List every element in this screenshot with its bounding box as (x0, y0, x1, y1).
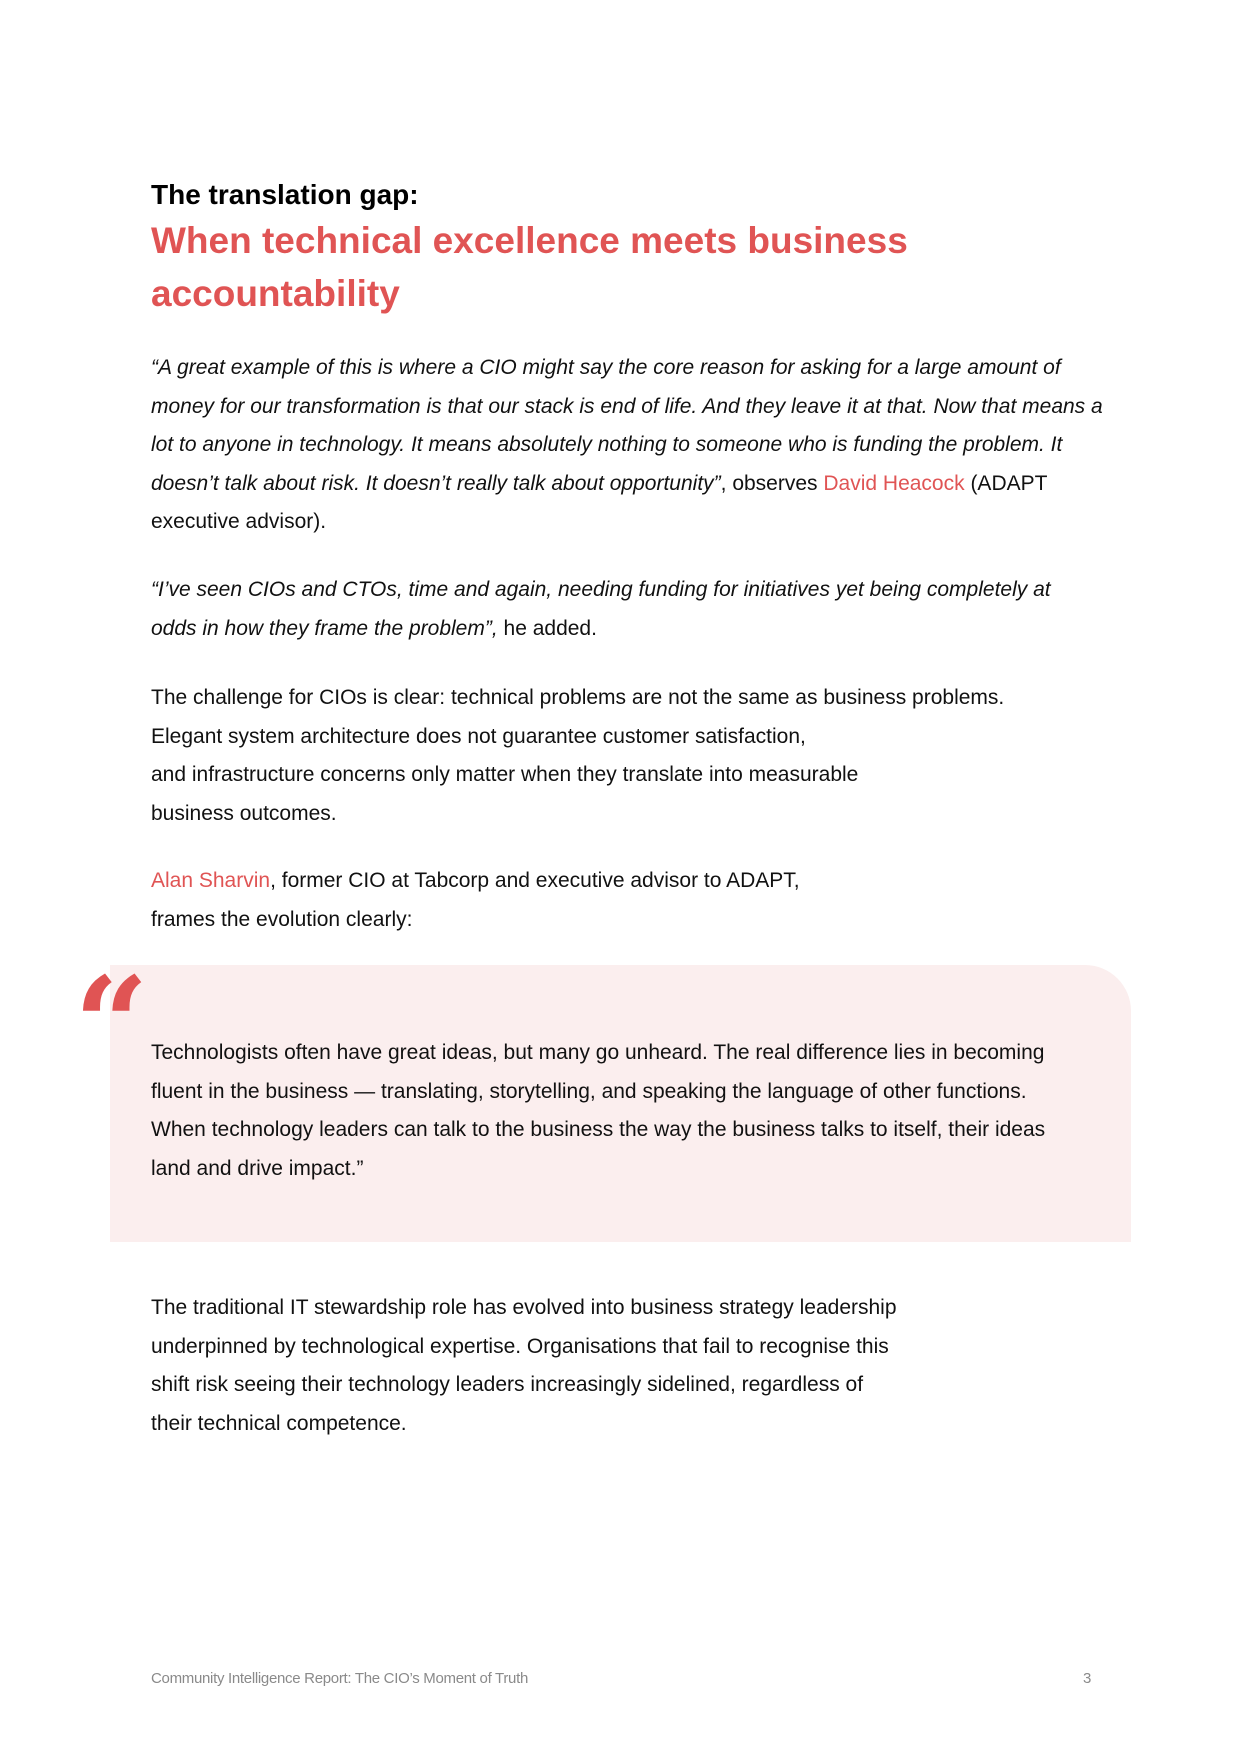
conclusion-line: The traditional IT stewardship role has evolved into business strategy leadership (151, 1296, 897, 1319)
person-link-alan-sharvin[interactable]: Alan Sharvin (151, 869, 271, 892)
person-link-david-heacock[interactable]: David Heacock (823, 471, 965, 495)
pull-quote-text: Technologists often have great ideas, but many go unheard. The real difference lies in becoming fluent in the business — translating, storytelling, and speaking the language of other functions. When technology leaders can talk to the business the way the business talks to itself, their ideas land and drive impact.” (151, 1041, 1046, 1180)
followup-attribution: he added. (497, 616, 597, 640)
challenge-line: and infrastructure concerns only matter when they translate into measurable (151, 763, 859, 787)
challenge-line: business outcomes. (151, 801, 337, 825)
page-title: When technical excellence meets business accountability (151, 220, 908, 314)
sharvin-intro-line: frames the evolution clearly: (151, 907, 413, 931)
section-kicker: The translation gap: (151, 179, 419, 210)
heacock-quote-text: “A great example of this is where a CIO might say the core reason for asking for a large amount of money for our transformation is that our stack is end of life. And they leave it at that. Now that means a lot to anyone in technology. It means absolutely nothing to someone who is funding the problem. It doesn’t talk about risk. It doesn’t really talk about opportunity” (151, 356, 1103, 495)
conclusion-line: shift risk seeing their technology leaders increasingly sidelined, regardless of (151, 1373, 864, 1397)
conclusion-line: underpinned by technological expertise. Organisations that fail to recognise this (151, 1334, 889, 1358)
conclusion-line: their technical competence. (151, 1411, 407, 1435)
paragraph-sharvin-intro (151, 862, 1111, 939)
sharvin-description: , former CIO at Tabcorp and executive advisor to ADAPT, (270, 869, 800, 892)
challenge-line: The challenge for CIOs is clear: technical problems are not the same as business problems. (151, 686, 1005, 709)
footer-report-title: Community Intelligence Report: The CIO’s Moment of Truth (151, 1670, 528, 1687)
paragraph-challenge (151, 679, 1111, 833)
heacock-attribution-prefix: , observes (720, 471, 824, 495)
paragraph-heacock-followup (151, 571, 1051, 648)
sharvin-intro-line (151, 862, 1111, 901)
followup-quote-text: “I’ve seen CIOs and CTOs, time and again, needing funding for initiatives yet being completely at odds in how they frame the problem”, (151, 578, 1051, 640)
paragraph-conclusion (151, 1289, 1111, 1443)
paragraph-heacock-quote (151, 349, 1111, 542)
page-number: 3 (1083, 1670, 1092, 1687)
heacock-attribution-suffix: (ADAPT executive advisor). (151, 471, 1048, 534)
quote-mark-icon: “ (74, 948, 149, 1101)
challenge-line: Elegant system architecture does not guarantee customer satisfaction, (151, 724, 806, 748)
